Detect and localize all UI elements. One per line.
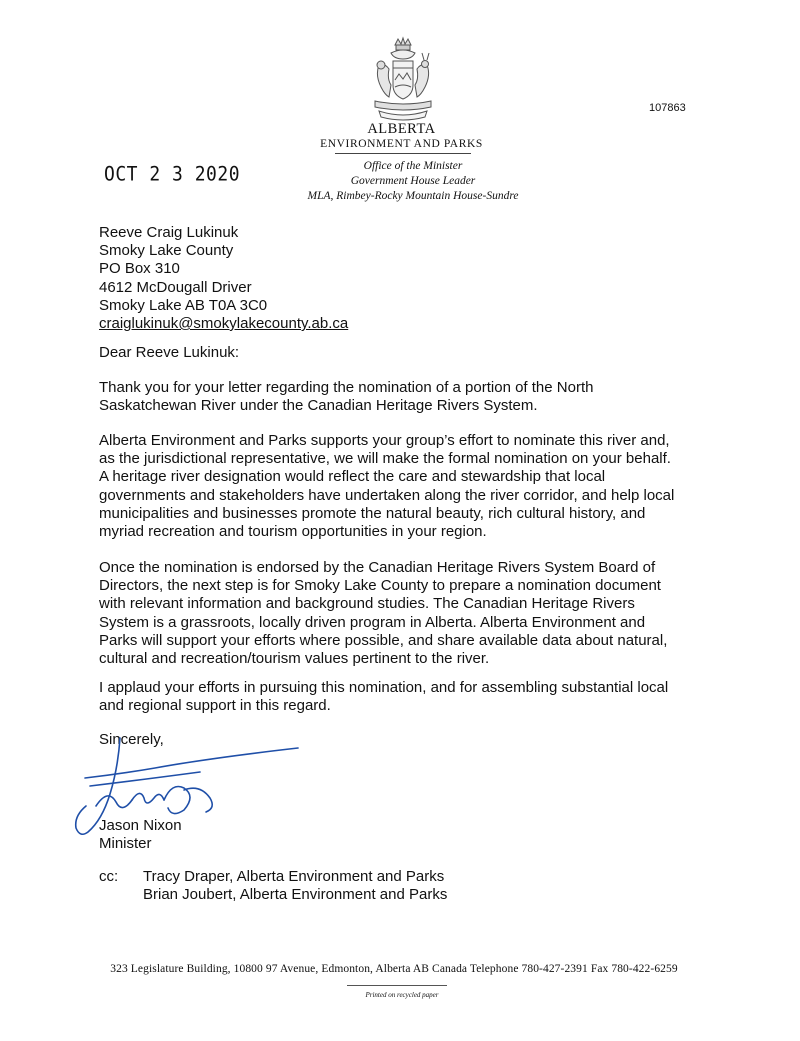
paragraph-line: I applaud your efforts in pursuing this nomination, and for assembling substantial local — [99, 679, 669, 696]
reference-number: 107863 — [649, 102, 686, 114]
signature-mark — [60, 728, 310, 848]
paragraph-line: Alberta Environment and Parks supports your group’s effort to nominate this river and, — [99, 432, 670, 449]
paragraph-line: System is a grassroots, locally driven program in Alberta. Alberta Environment and — [99, 613, 646, 631]
office-line: MLA, Rimbey-Rocky Mountain House-Sundre — [307, 190, 519, 202]
cc-recipient: Tracy Draper, Alberta Environment and Parks — [143, 868, 445, 885]
address-line: PO Box 310 — [99, 260, 180, 278]
date-stamp: OCT 2 3 2020 — [104, 163, 241, 186]
cc-label: cc: — [99, 868, 119, 885]
recycled-note: Printed on recycled paper — [365, 991, 439, 999]
paragraph-line: governments and stakeholders have undertaken along the river corridor, and help local — [99, 486, 675, 504]
signer-name: Jason Nixon — [99, 817, 182, 834]
closing: Sincerely, — [99, 731, 164, 748]
address-line: Smoky Lake AB T0A 3C0 — [99, 296, 268, 314]
paragraph-line: as the jurisdictional representative, we will make the formal nomination on your behalf. — [99, 450, 671, 468]
body-paragraph — [99, 679, 739, 715]
body-paragraph — [99, 559, 739, 668]
footer-divider — [347, 985, 447, 986]
cc-list — [143, 868, 447, 904]
body-paragraph — [99, 379, 739, 415]
office-line: Office of the Minister — [363, 160, 463, 172]
paragraph-line: and regional support in this regard. — [99, 697, 331, 715]
letterhead-divider — [335, 153, 471, 154]
paragraph-line: A heritage river designation would reflect the care and stewardship that local — [99, 468, 606, 486]
office-line: Government House Leader — [350, 175, 476, 187]
alberta-coat-of-arms-icon — [365, 35, 441, 121]
paragraph-line: Directors, the next step is for Smoky Lake County to prepare a nomination document — [99, 577, 661, 595]
paragraph-line: cultural and recreation/tourism values pertinent to the river. — [99, 650, 490, 668]
cc-recipient: Brian Joubert, Alberta Environment and Parks — [143, 886, 448, 904]
recipient-address — [99, 224, 348, 333]
paragraph-line: Saskatchewan River under the Canadian Heritage Rivers System. — [99, 397, 538, 415]
body-paragraph — [99, 432, 739, 541]
signer-title: Minister — [99, 835, 152, 852]
paragraph-line: Once the nomination is endorsed by the Canadian Heritage Rivers System Board of — [99, 559, 656, 576]
paragraph-line: myriad recreation and tourism opportunities in your region. — [99, 523, 487, 541]
address-line: 4612 McDougall Driver — [99, 278, 252, 296]
paragraph-line: Thank you for your letter regarding the nomination of a portion of the North — [99, 379, 594, 396]
footer-address: 323 Legislature Building, 10800 97 Avenue, Edmonton, Alberta AB Canada Telephone 780-427-2391 Fax 780-422-6259 — [110, 963, 678, 975]
address-line: Smoky Lake County — [99, 242, 234, 260]
department-name: ENVIRONMENT AND PARKS — [320, 138, 483, 150]
address-line: Reeve Craig Lukinuk — [99, 224, 239, 241]
paragraph-line: with relevant information and background studies. The Canadian Heritage Rivers — [99, 595, 635, 613]
org-name: ALBERTA — [367, 121, 436, 137]
paragraph-line: municipalities and businesses promote the natural beauty, rich cultural history, and — [99, 504, 646, 522]
paragraph-line: Parks will support your efforts where possible, and share available data about natural, — [99, 631, 668, 649]
recipient-email-link[interactable]: craiglukinuk@smokylakecounty.ab.ca — [99, 315, 349, 333]
salutation: Dear Reeve Lukinuk: — [99, 344, 240, 361]
